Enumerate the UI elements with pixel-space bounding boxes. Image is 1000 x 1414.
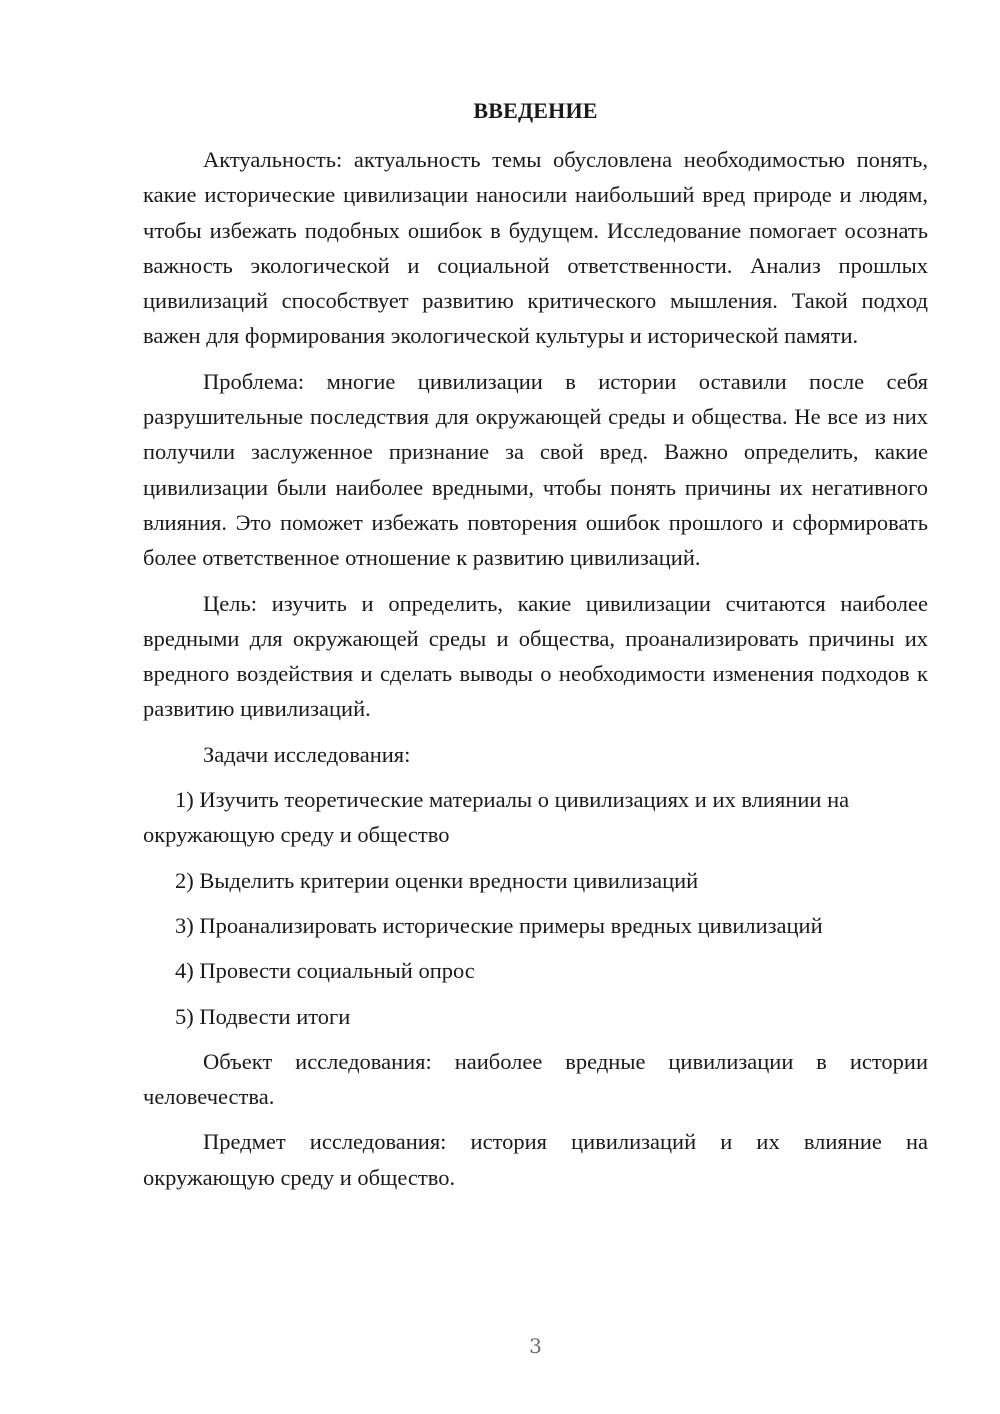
tasks-heading: Задачи исследования:: [203, 741, 411, 767]
task-item-5: 5) Подвести итоги: [175, 1003, 351, 1029]
paragraph-object: Объект исследования: наиболее вредные цивилизации в истории человечества.: [143, 1048, 928, 1110]
paragraph-subject: Предмет исследования: история цивилизаций и их влияние на окружающую среду и общество.: [143, 1129, 928, 1190]
section-title: ВВЕДЕНИЕ: [473, 98, 598, 123]
task-item-4: 4) Провести социальный опрос: [175, 958, 475, 984]
paragraph-goal: Цель: изучить и определить, какие цивилизации считаются наиболее вредными для окружающей среды и общества, проанализировать причины их вредного воздействия и сделать выводы о необходимости изменения подходов к развитию цивилизаций.: [143, 590, 928, 722]
paragraph-problem: Проблема: многие цивилизации в истории оставили после себя разрушительные последствия для окружающей среды и общества. Не все из них получили заслуженное признание за свой вред. Важно определить, какие цивилизации были наиболее вредными, чтобы понять причины их негативного влияния. Это поможет избежать повторения ошибок прошлого и сформировать более ответственное отношение к развитию цивилизаций.: [143, 368, 928, 571]
task-item-3: 3) Проанализировать исторические примеры вредных цивилизаций: [175, 912, 823, 938]
body-text: [143, 142, 928, 1205]
task-item-1: 1) Изучить теоретические материалы о цивилизациях и их влиянии на окружающую среду и общество: [143, 787, 850, 848]
document-page: [143, 0, 928, 1414]
page-number: 3: [529, 1334, 542, 1358]
task-item-2: 2) Выделить критерии оценки вредности цивилизаций: [175, 867, 699, 893]
paragraph-relevance: Актуальность: актуальность темы обусловлена необходимостью понять, какие исторические цивилизации наносили наибольший вред природе и людям, чтобы избежать подобных ошибок в будущем. Исследование помогает осознать важность экологической и социальной ответственности. Анализ прошлых цивилизаций способствует развитию критического мышления. Такой подход важен для формирования экологической культуры и исторической памяти.: [143, 147, 928, 349]
